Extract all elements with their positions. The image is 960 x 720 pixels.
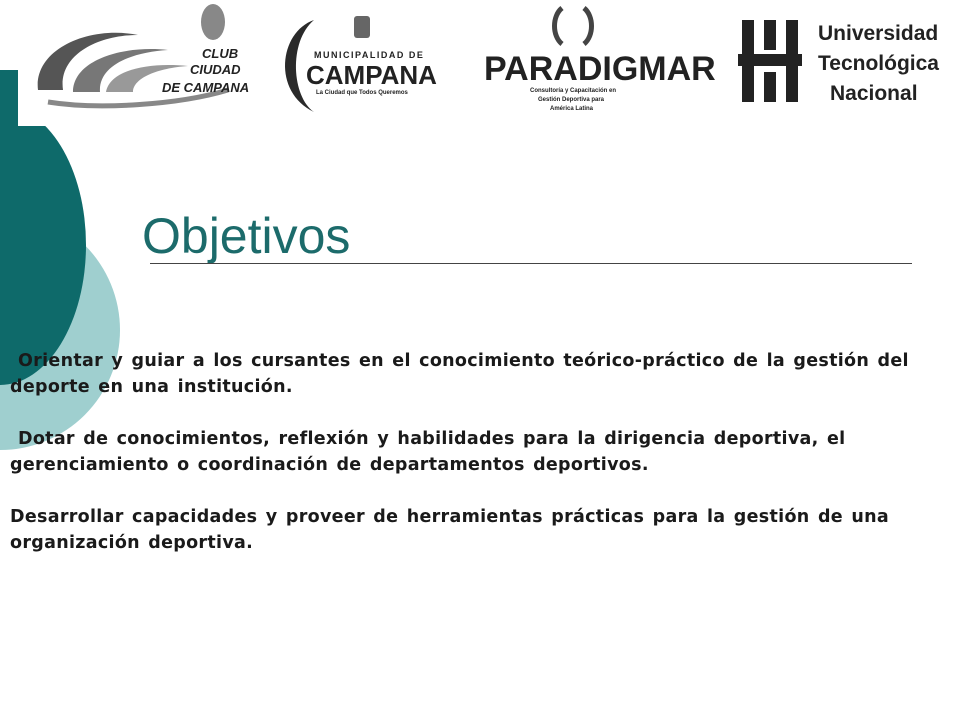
paradigmar-logo (480, 2, 716, 114)
title-underline (150, 263, 912, 264)
utn-line3: Nacional (830, 82, 918, 105)
paradigmar-name: PARADIGMAR (484, 50, 716, 88)
utn-emblem-icon (738, 20, 802, 102)
objective-item (10, 426, 930, 478)
municipalidad-name: CAMPANA (306, 60, 437, 90)
objectives-list (10, 348, 930, 582)
utn-line1: Universidad (818, 22, 939, 45)
coat-of-arms-icon (354, 16, 370, 38)
objective-text: Desarrollar capacidades y proveer de herramientas prácticas para la gestión de una organización deportiva. (10, 507, 889, 553)
paradigmar-sub1: Consultoría y Capacitación en (530, 88, 617, 94)
club-ciudad-campana-logo (28, 0, 250, 110)
paradigmar-sub2: Gestión Deportiva para (538, 97, 605, 103)
right-paren-icon (584, 8, 592, 44)
club-line1: CLUB (202, 46, 239, 61)
objective-text: Orientar y guiar a los cursantes en el conocimiento teórico-práctico de la gestión del deporte en una institución. (10, 351, 909, 397)
municipalidad-campana-logo (274, 12, 437, 117)
club-line3: DE CAMPANA (162, 80, 250, 95)
utn-logo (738, 14, 938, 109)
objective-text: Dotar de conocimientos, reflexión y habilidades para la dirigencia deportiva, el gerenciamiento o coordinación de departamentos deportivos. (10, 429, 846, 475)
objective-item (10, 348, 930, 400)
slide-title: Objetivos (142, 208, 351, 264)
municipalidad-top: MUNICIPALIDAD DE (314, 50, 425, 60)
dark-teal-top-strip (0, 70, 18, 126)
utn-line2: Tecnológica (818, 52, 939, 75)
paradigmar-sub3: América Latina (550, 106, 594, 112)
municipalidad-slogan: La Ciudad que Todos Queremos (316, 90, 408, 96)
objective-item (10, 504, 930, 556)
left-paren-icon (555, 8, 563, 44)
club-line2: CIUDAD (190, 62, 241, 77)
